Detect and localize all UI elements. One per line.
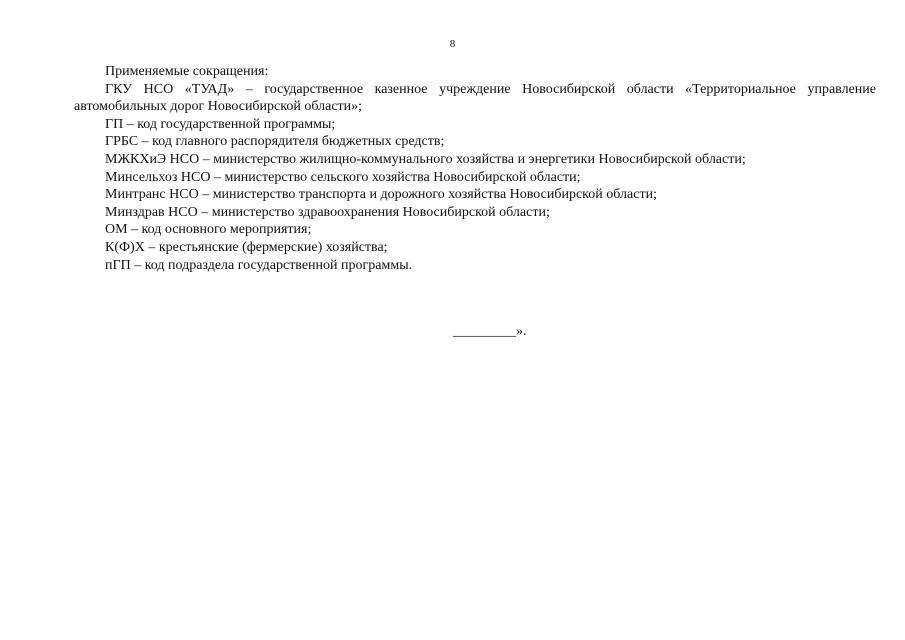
abbreviation-item-minzdrav-nso: Минздрав НСО – министерство здравоохранения Новосибирской области; xyxy=(105,204,550,220)
abbreviations-heading: Применяемые сокращения: xyxy=(105,64,269,79)
abbreviation-item-mzhkhie-nso: МЖКХиЭ НСО – министерство жилищно-коммунального хозяйства и энергетики Новосибирской области; xyxy=(105,151,746,167)
abbreviation-item-om: ОМ – код основного мероприятия; xyxy=(105,222,312,238)
abbreviations-section xyxy=(74,63,876,274)
abbreviation-item-minselkhoz-nso: Минсельхоз НСО – министерство сельского хозяйства Новосибирской области; xyxy=(105,169,581,185)
abbreviation-item-mintrans-nso: Минтранс НСО – министерство транспорта и дорожного хозяйства Новосибирской области; xyxy=(105,187,657,203)
page-number: 8 xyxy=(449,38,456,50)
abbreviation-item-gku-nso-tuad: ГКУ НСО «ТУАД» – государственное казенное учреждение Новосибирской области «Территориальное управление автомобильных дорог Новосибирской области»; xyxy=(74,81,876,115)
abbreviation-item-gp: ГП – код государственной программы; xyxy=(105,116,336,132)
abbreviation-item-pgp: пГП – код подраздела государственной программы. xyxy=(105,257,413,273)
closing-mark: _________». xyxy=(453,324,527,339)
abbreviation-item-grbs: ГРБС – код главного распорядителя бюджетных средств; xyxy=(105,134,445,150)
abbreviation-item-kfkh: К(Ф)Х – крестьянские (фермерские) хозяйства; xyxy=(105,239,388,255)
